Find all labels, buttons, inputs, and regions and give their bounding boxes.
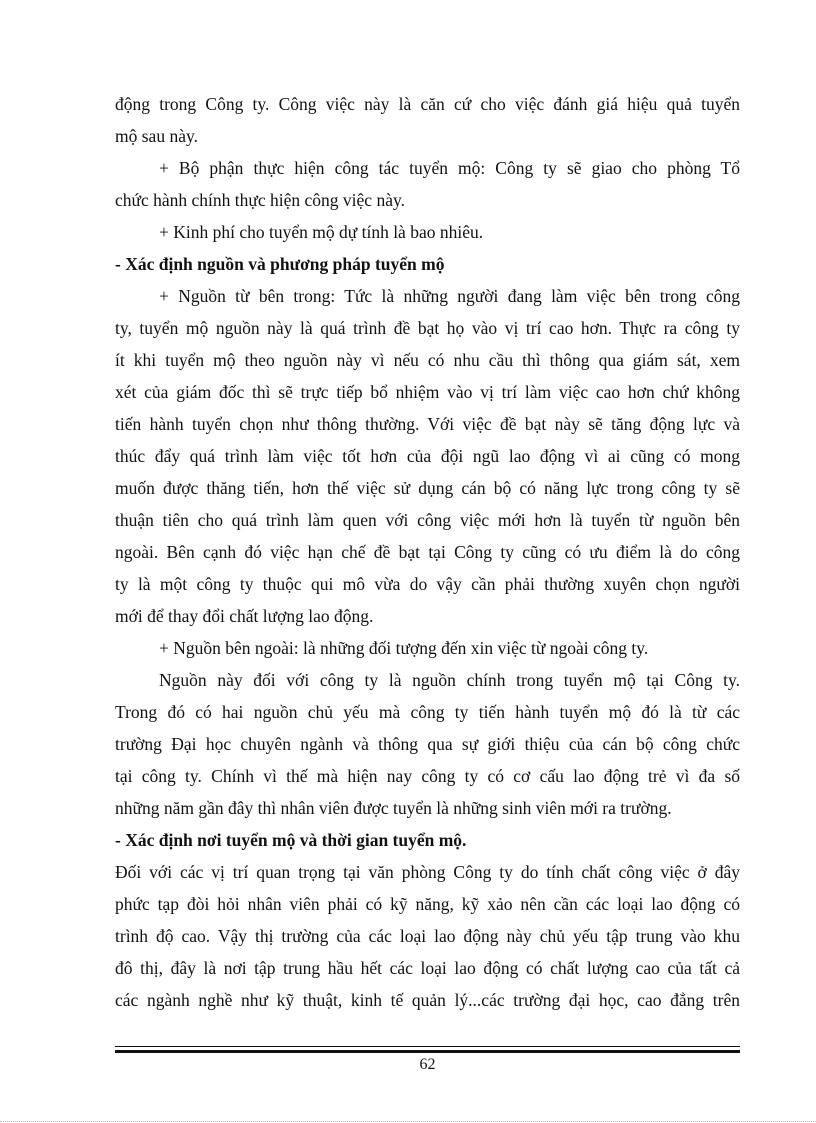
text-line: tại công ty. Chính vì thế mà hiện nay công ty có cơ cấu lao động trẻ vì đa số: [115, 766, 740, 786]
text-line: thuận tiên cho quá trình làm quen với công việc mới hơn là tuyển từ nguồn bên: [115, 510, 740, 530]
text-line: ngoài. Bên cạnh đó việc hạn chế đề bạt tại Công ty cũng có ưu điểm là do công: [115, 542, 740, 562]
text-line: Đối với các vị trí quan trọng tại văn phòng Công ty do tính chất công việc ở đây: [115, 862, 740, 882]
text-line: ít khi tuyển mộ theo nguồn này vì nếu có nhu cầu thì thông qua giám sát, xem: [115, 350, 740, 370]
text-line: + Bộ phận thực hiện công tác tuyển mộ: Công ty sẽ giao cho phòng Tổ: [159, 158, 740, 178]
section-heading: - Xác định nguồn và phương pháp tuyển mộ: [115, 254, 445, 274]
text-line: thúc đẩy quá trình làm việc tốt hơn của đội ngũ lao động vì ai cũng có mong: [115, 446, 740, 466]
text-line: trường Đại học chuyên ngành và thông qua sự giới thiệu của cán bộ công chức: [115, 734, 740, 754]
text-line: mới để thay đổi chất lượng lao động.: [115, 606, 374, 626]
text-line: tiến hành tuyển chọn như thông thường. Với việc đề bạt này sẽ tăng động lực và: [115, 414, 740, 434]
page-number: 62: [419, 1056, 436, 1073]
text-line: muốn được thăng tiến, hơn thế việc sử dụng cán bộ có năng lực trong công ty sẽ: [115, 478, 740, 498]
text-line: động trong Công ty. Công việc này là căn cứ cho việc đánh giá hiệu quả tuyển: [115, 94, 740, 114]
text-line: ty là một công ty thuộc qui mô vừa do vậy cần phải thường xuyên chọn người: [115, 574, 740, 594]
text-line: xét của giám đốc thì sẽ trực tiếp bổ nhiệm vào vị trí làm việc cao hơn chứ không: [115, 382, 740, 402]
page-bottom-border: [0, 1121, 816, 1122]
text-line: Nguồn này đối với công ty là nguồn chính trong tuyển mộ tại Công ty.: [159, 670, 740, 690]
text-line: + Nguồn bên ngoài: là những đối tượng đến xin việc từ ngoài công ty.: [159, 638, 649, 658]
text-line: ty, tuyển mộ nguồn này là quá trình đề bạt họ vào vị trí cao hơn. Thực ra công ty: [115, 318, 740, 338]
text-line: phức tạp đòi hỏi nhân viên phải có kỹ năng, kỹ xảo nên cần các loại lao động có: [115, 894, 740, 914]
footer-divider: [115, 1046, 740, 1053]
text-line: Trong đó có hai nguồn chủ yếu mà công ty tiến hành tuyển mộ đó là từ các: [115, 702, 740, 722]
section-heading: - Xác định nơi tuyển mộ và thời gian tuyển mộ.: [115, 830, 467, 850]
document-body: [115, 88, 740, 1016]
text-line: chức hành chính thực hiện công việc này.: [115, 190, 405, 210]
text-line: mộ sau này.: [115, 126, 198, 146]
text-line: những năm gần đây thì nhân viên được tuyển là những sinh viên mới ra trường.: [115, 798, 672, 818]
text-line: trình độ cao. Vậy thị trường của các loại lao động này chủ yếu tập trung vào khu: [115, 926, 740, 946]
text-line: đô thị, đây là nơi tập trung hầu hết các loại lao động có chất lượng cao của tất cả: [115, 958, 740, 978]
text-line: + Nguồn từ bên trong: Tức là những người đang làm việc bên trong công: [159, 286, 740, 306]
text-line: các ngành nghề như kỹ thuật, kinh tế quản lý...các trường đại học, cao đẳng trên: [115, 990, 740, 1010]
text-line: + Kinh phí cho tuyển mộ dự tính là bao nhiêu.: [159, 222, 484, 242]
